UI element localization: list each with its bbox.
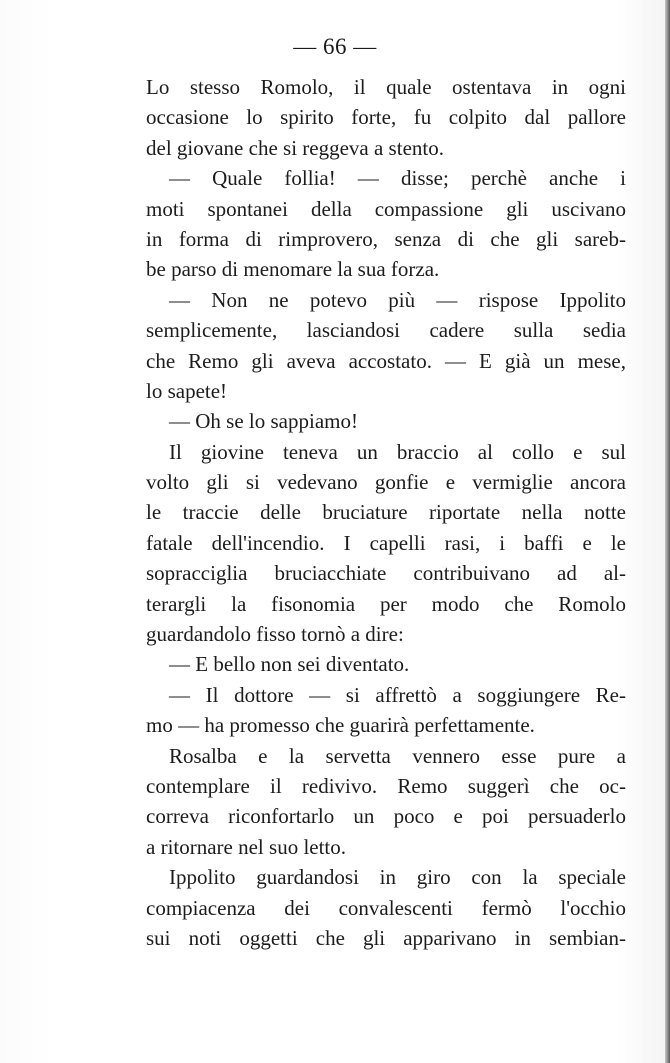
text-line: semplicemente, lasciandosi cadere sulla sedia — [146, 318, 626, 343]
text-line: — Non ne potevo più — rispose Ippolito — [169, 287, 626, 312]
text-line: del giovane che si reggeva a stento. — [146, 135, 444, 160]
text-line: Ippolito guardandosi in giro con la speciale — [169, 865, 626, 890]
text-line: Rosalba e la servetta vennero esse pure a — [169, 743, 626, 768]
body-text — [146, 72, 626, 953]
text-line: — Oh se lo sappiamo! — [169, 409, 358, 434]
text-line: occasione lo spirito forte, fu colpito dal pallore — [146, 105, 626, 130]
text-line: in forma di rimprovero, senza di che gli sareb- — [146, 226, 626, 251]
text-line: fatale dell'incendio. I capelli rasi, i baffi e le — [146, 530, 626, 555]
text-line: be parso di menomare la sua forza. — [146, 257, 440, 282]
text-line: volto gli si vedevano gonfie e vermiglie ancora — [146, 470, 626, 495]
text-line: a ritornare nel suo letto. — [146, 834, 347, 859]
text-line: contemplare il redivivo. Remo suggerì che oc- — [146, 773, 626, 798]
text-line: — Quale follia! — disse; perchè anche i — [169, 166, 626, 191]
text-line: lo sapete! — [146, 378, 228, 403]
text-line: sopracciglia bruciacchiate contribuivano ad al- — [146, 561, 626, 586]
page-edge — [665, 0, 670, 1063]
text-line: moti spontanei della compassione gli uscivano — [146, 196, 626, 221]
page-number: — 66 — — [293, 34, 377, 59]
text-line: correva riconfortarlo un poco e poi persuaderlo — [146, 804, 626, 829]
text-line: che Remo gli aveva accostato. — E già un mese, — [146, 348, 626, 373]
text-line: terargli la fisonomia per modo che Romolo — [146, 591, 626, 616]
text-line: mo — ha promesso che guarirà perfettamente. — [146, 713, 535, 738]
text-line: Il giovine teneva un braccio al collo e sul — [169, 439, 626, 464]
text-line: guardandolo fisso tornò a dire: — [146, 622, 404, 647]
text-line: — Il dottore — si affrettò a soggiungere Re- — [169, 682, 626, 707]
text-line: le traccie delle bruciature riportate nella notte — [146, 500, 626, 525]
text-line: compiacenza dei convalescenti fermò l'occhio — [146, 895, 626, 920]
text-line: sui noti oggetti che gli apparivano in sembian- — [146, 925, 626, 950]
text-line: — E bello non sei diventato. — [169, 652, 410, 677]
text-line: Lo stesso Romolo, il quale ostentava in ogni — [146, 75, 626, 99]
